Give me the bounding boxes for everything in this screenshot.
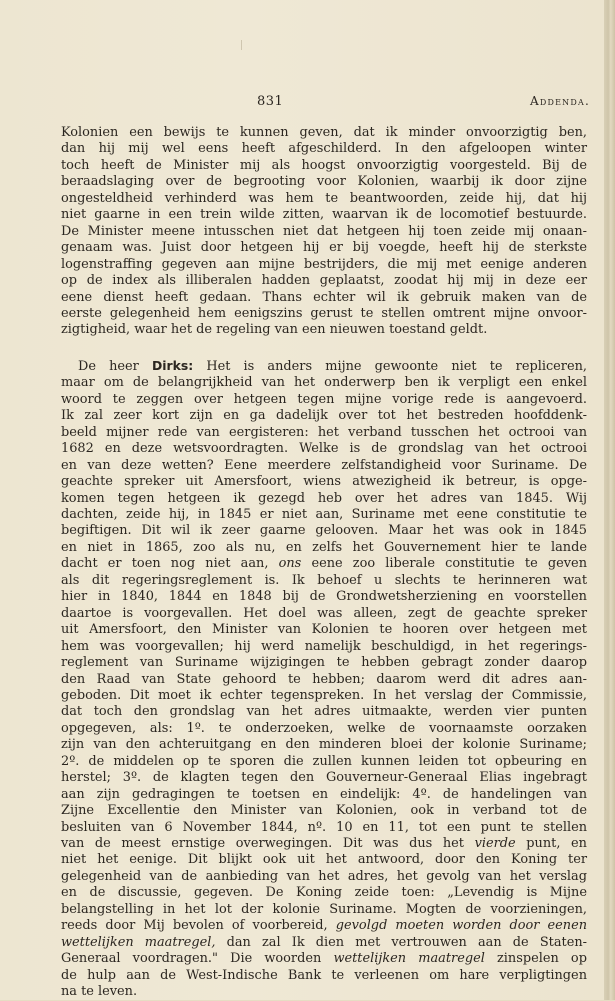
speaker-text: Het is anders mijne gewoonte niet te repliceren, xyxy=(206,358,587,374)
text-line: aan zijn gedragingen te toetsen en eindelijk: 4º. de handelingen van xyxy=(61,786,587,802)
text-seg: zinspelen op xyxy=(497,951,587,967)
text-line: besluiten van 6 November 1844, nº. 10 en 11, tot een punt te stellen xyxy=(61,819,587,835)
text-line: woord te zeggen over hetgeen tegen mijne vorige rede is aangevoerd. xyxy=(61,391,587,407)
text-line: eerste gelegenheid hem eenigszins gerust te stellen omtrent mijne onvoor- xyxy=(61,305,587,321)
speaker-intro: De heer xyxy=(78,358,139,374)
text-line-wettelijken xyxy=(61,935,587,951)
text-line: zigtigheid, waar het de regeling van een nieuwen toestand geldt. xyxy=(61,322,488,338)
text-line: beraadslaging over de begrooting voor Kolonien, waarbij ik door zijne xyxy=(61,174,587,190)
text-seg: punt, en xyxy=(526,836,587,852)
text-line: genaam was. Juist door hetgeen hij er bij voegde, heeft hij de sterkste xyxy=(61,240,587,256)
paper-mark xyxy=(241,40,242,50)
body-text xyxy=(61,125,587,1001)
text-line: als dit regeringsreglement is. Ik behoef u slechts te herinneren wat xyxy=(61,572,587,588)
text-line: Zijne Excellentie den Minister van Kolonien, ook in verband tot de xyxy=(61,803,587,819)
page-number: 831 xyxy=(257,94,284,109)
page-header xyxy=(0,94,604,112)
paragraph-gap xyxy=(61,339,587,358)
text-line: 1682 en deze wetsvoordragten. Welke is de grondslag van het octrooi xyxy=(61,441,587,457)
text-line: den Raad van State gehoord te hebben; daarom werd dit adres aan- xyxy=(61,671,587,687)
text-line: zijn van den achteruitgang en den minderen bloei der kolonie Suriname; xyxy=(61,737,587,753)
text-line: gelegenheid van de aanbieding van het adres, het gevolg van het verslag xyxy=(61,868,587,884)
text-line: op de index als illiberalen hadden geplaatst, zoodat hij mij in deze eer xyxy=(61,273,587,289)
text-line: en niet in 1865, zoo als nu, en zelfs het Gouvernement hier te lande xyxy=(61,539,587,555)
text-line: en van deze wetten? Eene meerdere zelfstandigheid voor Suriname. De xyxy=(61,457,587,473)
text-line: hem was voorgevallen; hij werd namelijk beschuldigd, in het regerings- xyxy=(61,638,587,654)
text-line: dat toch den grondslag van het adres uitmaakte, werden vier punten xyxy=(61,704,587,720)
paragraph-1 xyxy=(61,125,587,339)
text-line: dachten, zeide hij, in 1845 er niet aan, Suriname met eene constitutie te xyxy=(61,506,587,522)
emphasis-ons: ons xyxy=(278,556,302,572)
text-line: herstel; 3º. de klagten tegen den Gouverneur-Generaal Elias ingebragt xyxy=(61,770,587,786)
paragraph-2 xyxy=(61,358,587,1001)
text-line: dan hij mij wel eens heeft afgeschilderd. In den afgeloopen winter xyxy=(61,141,587,157)
text-line: opgegeven, als: 1º. te onderzoeken, welke de voornaamste oorzaken xyxy=(61,720,587,736)
running-head: Addenda. xyxy=(530,94,590,108)
text-line: niet het eenige. Dit blijkt ook uit het antwoord, door den Koning ter xyxy=(61,852,587,868)
text-line: en de discussie, gegeven. De Koning zeide toen: „Levendig is Mijne xyxy=(61,885,587,901)
text-line: uit Amersfoort, den Minister van Kolonien te hooren over hetgeen met xyxy=(61,622,587,638)
text-seg: Generaal voordragen." Die woorden xyxy=(61,951,322,967)
text-line: belangstelling in het lot der kolonie Suriname. Mogten de voorzieningen, xyxy=(61,901,587,917)
text-line: na te leven. xyxy=(61,984,138,1000)
text-line-gevolgd xyxy=(61,918,587,934)
emphasis-vierde: vierde xyxy=(474,836,516,852)
page-edge xyxy=(604,0,615,1000)
text-line: Kolonien een bewijs te kunnen geven, dat ik minder onvoorzigtig ben, xyxy=(61,125,587,140)
text-line: niet gaarne in een trein wilde zitten, waarvan ik de locomotief bestuurde. xyxy=(61,207,587,223)
text-seg: dacht er toen nog niet aan, ons eene zoo liberale constitutie te geven xyxy=(61,556,587,572)
text-line: maar om de belangrijkheid van het onderwerp ben ik verpligt een enkel xyxy=(61,375,587,391)
text-line: geboden. Dit moet ik echter tegenspreken. In het verslag der Commissie, xyxy=(61,687,587,703)
text-line: De Minister meene intusschen niet dat hetgeen hij toen zeide mij onaan- xyxy=(61,223,587,239)
text-line: Ik zal zeer kort zijn en ga dadelijk over tot het bestreden hoofddenk- xyxy=(61,408,587,424)
text-seg: van de meest ernstige overwegingen. Dit was dus het xyxy=(61,836,464,852)
text-line: geachte spreker uit Amersfoort, wiens atwezigheid ik betreur, is opge- xyxy=(61,474,587,490)
speaker-name: Dirks: xyxy=(151,357,194,373)
text-line: de hulp aan de West-Indische Bank te verleenen om hare verpligtingen xyxy=(61,967,587,983)
text-line: reglement van Suriname wijzigingen te hebben gebragt zonder daarop xyxy=(61,655,587,671)
text-line: eene dienst heeft gedaan. Thans echter wil ik gebruik maken van de xyxy=(61,289,587,305)
text-seg: dan zal Ik dien met vertrouwen aan de Staten- xyxy=(226,934,587,950)
emphasis-wettelijken: wettelijken maatregel, xyxy=(61,934,216,950)
text-line: 2º. de middelen op te sporen die zullen kunnen leiden tot opbeuring en xyxy=(61,753,587,769)
emphasis-wettelijken-2: wettelijken maatregel xyxy=(333,951,485,967)
text-line: logenstraffing gegeven aan mijne bestrijders, die mij met eenige anderen xyxy=(61,256,587,272)
text-line: beeld mijner rede van eergisteren: het verband tusschen het octrooi van xyxy=(61,424,587,440)
text-line: komen tegen hetgeen ik gezegd heb over het adres van 1845. Wij xyxy=(61,490,587,506)
text-line: hier in 1840, 1844 en 1848 bij de Grondwetsherziening en voorstellen xyxy=(61,589,587,605)
text-line: toch heeft de Minister mij als hoogst onvoorzigtig voorgesteld. Bij de xyxy=(61,157,587,173)
text-line: daartoe is voorgevallen. Het doel was alleen, zegt de geachte spreker xyxy=(61,605,587,621)
text-line-vierde xyxy=(61,836,587,852)
text-line: begiftigen. Dit wil ik zeer gaarne gelooven. Maar het was ook in 1845 xyxy=(61,523,587,539)
text-line-wettelijken2 xyxy=(61,951,587,967)
text-line: ongesteldheid verhinderd was hem te beantwoorden, zeide hij, dat hij xyxy=(61,190,587,206)
text-line-ons xyxy=(61,556,587,572)
text-line-speaker xyxy=(61,358,587,375)
text-seg: reeds door Mij bevolen of voorbereid, xyxy=(61,918,328,934)
emphasis-gevolgd: gevolgd moeten worden door eenen xyxy=(335,918,587,934)
